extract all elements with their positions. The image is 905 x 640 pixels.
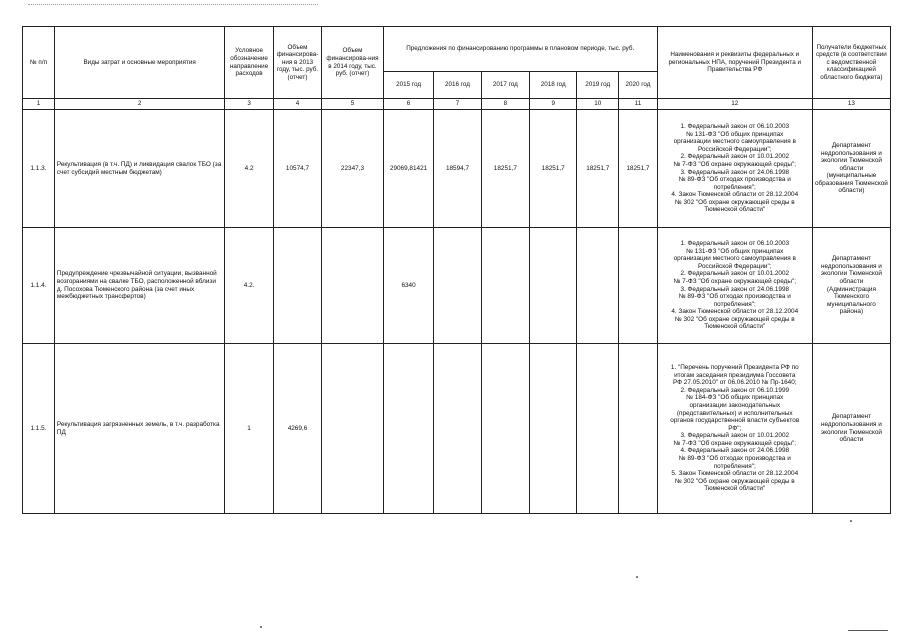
row-y2015: 29069,81421 <box>383 110 434 228</box>
act-line: 4. Федеральный закон от 24.06.1998 <box>680 447 790 455</box>
act-line: 1. Федеральный закон от 06.10.2003 <box>680 239 790 247</box>
row-y2020: 18251,7 <box>619 110 658 228</box>
row-fin2013 <box>273 228 321 344</box>
row-title: Рекультивация загрязненных земель, в т.ч. разработка ПД <box>54 344 225 514</box>
row-acts <box>657 228 812 344</box>
row-y2015: 6340 <box>383 228 434 344</box>
header-year: 2020 год <box>619 72 658 99</box>
row-y2017: 18251,7 <box>481 110 529 228</box>
row-fin2014: 22347,3 <box>322 110 384 228</box>
row-code: 1 <box>225 344 273 514</box>
act-line: 2. Федеральный закон от 10.01.2002 <box>680 270 790 278</box>
act-line: организации местного самоуправления в <box>673 138 796 146</box>
row-y2018 <box>530 228 577 344</box>
column-number: 11 <box>619 99 658 110</box>
act-line: № 131-ФЗ "Об общих принципах <box>686 130 784 138</box>
act-line: Тюменской области" <box>704 485 766 493</box>
header-types: Виды затрат и основные мероприятия <box>54 27 225 99</box>
row-fin2013: 10574,7 <box>273 110 321 228</box>
header-acts: Наименования и реквизиты федеральных и региональных НПА, поручений Президента и Правительства РФ <box>657 27 812 99</box>
row-y2019: 18251,7 <box>577 110 619 228</box>
act-line: № 302 "Об охране окружающей среды в <box>674 477 795 485</box>
act-line: № 302 "Об охране окружающей среды в <box>674 198 795 206</box>
scan-speck <box>848 630 888 631</box>
row-title: Предупреждение чрезвычайной ситуации, вызванной возгораниями на свалке ТБО, расположенной вблизи д. Посохова Тюменского района (за счет иных межбюджетных трансфертов) <box>54 228 225 344</box>
row-code: 4.2. <box>225 228 273 344</box>
row-y2018 <box>530 344 577 514</box>
act-line: Тюменской области" <box>704 323 766 331</box>
row-y2017 <box>481 228 529 344</box>
row-recipient: Департамент недропользования и экологии Тюменской области (Администрация Тюменского муниципального района) <box>812 228 890 344</box>
row-y2020 <box>619 344 658 514</box>
row-y2019 <box>577 344 619 514</box>
header-row-main <box>23 27 891 72</box>
act-line: 3. Федеральный закон от 24.06.1998 <box>680 285 790 293</box>
row-y2016 <box>434 344 481 514</box>
row-fin2013: 4269,6 <box>273 344 321 514</box>
act-line: Тюменской области" <box>704 206 766 214</box>
row-title: Рекультивация (в т.ч. ПД) и ликвидация свалок ТБО (за счет субсидий местным бюджетам) <box>54 110 225 228</box>
column-number: 3 <box>225 99 273 110</box>
act-line: № 7-ФЗ "Об охране окружающей среды"; <box>673 439 796 447</box>
act-line: (представительных) и исполнительных <box>676 409 793 417</box>
act-line: организации законодательных <box>689 401 781 409</box>
row-fin2014 <box>322 228 384 344</box>
column-number: 9 <box>530 99 577 110</box>
header-year: 2018 год <box>530 72 577 99</box>
act-line: РФ 27.05.2010" от 06.06.2010 № Пр-1640; <box>672 379 797 387</box>
act-line: 3. Федеральный закон от 24.06.1998 <box>680 168 790 176</box>
column-number: 8 <box>481 99 529 110</box>
act-line: итогам заседания президиума Госсовета <box>674 371 796 379</box>
act-line: № 89-ФЗ "Об отходах производства и <box>678 293 791 301</box>
row-num: 1.1.3. <box>23 110 55 228</box>
row-y2020 <box>619 228 658 344</box>
scan-speck <box>636 576 638 578</box>
scan-speck <box>260 626 262 628</box>
act-line: 2. Федеральный закон от 10.01.2002 <box>680 153 790 161</box>
row-num: 1.1.5. <box>23 344 55 514</box>
act-line: 1. "Перечень поручений Президента РФ по <box>670 363 799 371</box>
row-acts <box>657 110 812 228</box>
column-number: 2 <box>54 99 225 110</box>
row-num: 1.1.4. <box>23 228 55 344</box>
row-y2018: 18251,7 <box>530 110 577 228</box>
row-recipient: Департамент недропользования и экологии Тюменской области <box>812 344 890 514</box>
header-fin2014: Объем финансирова-ния в 2014 году, тыс. руб. (отчет) <box>322 27 384 99</box>
act-line: № 7-ФЗ "Об охране окружающей среды"; <box>673 160 796 168</box>
financing-table <box>22 26 891 514</box>
header-code: Условное обозначение направление расходов <box>225 27 273 99</box>
top-margin-line <box>28 4 318 6</box>
column-number: 10 <box>577 99 619 110</box>
header-recipients: Получатели бюджетных средств (в соответствии с ведомственной классификацией областного бюджета) <box>812 27 890 99</box>
row-code: 4.2 <box>225 110 273 228</box>
row-fin2014 <box>322 344 384 514</box>
column-number: 13 <box>812 99 890 110</box>
header-year: 2017 год <box>481 72 529 99</box>
act-line: 5. Закон Тюменской области от 28.12.2004 <box>671 470 799 478</box>
act-line: организации местного самоуправления в <box>673 255 796 263</box>
column-number: 4 <box>273 99 321 110</box>
header-year: 2019 год <box>577 72 619 99</box>
header-fin2013: Объем финансирова-ния в 2013 году, тыс. руб. (отчет) <box>273 27 321 99</box>
act-line: РФ"; <box>728 424 742 432</box>
table-row <box>23 228 891 344</box>
column-number: 12 <box>657 99 812 110</box>
act-line: 2. Федеральный закон от 06.10.1999 <box>680 386 790 394</box>
table-row <box>23 344 891 514</box>
act-line: 1. Федеральный закон от 06.10.2003 <box>680 122 790 130</box>
act-line: № 89-ФЗ "Об отходах производства и <box>678 176 791 184</box>
act-line: 4. Закон Тюменской области от 28.12.2004 <box>671 191 799 199</box>
column-number: 6 <box>383 99 434 110</box>
act-line: потребления"; <box>713 462 756 470</box>
act-line: потребления"; <box>713 300 756 308</box>
row-y2017 <box>481 344 529 514</box>
header-year: 2015 год <box>383 72 434 99</box>
row-y2015 <box>383 344 434 514</box>
act-line: № 302 "Об охране окружающей среды в <box>674 315 795 323</box>
header-num: № п/п <box>23 27 55 99</box>
act-line: 4. Закон Тюменской области от 28.12.2004 <box>671 308 799 316</box>
row-recipient: Департамент недропользования и экологии Тюменской области (муниципальные образования Тюменской области) <box>812 110 890 228</box>
act-line: 3. Федеральный закон от 10.01.2002 <box>680 432 790 440</box>
column-number-row <box>23 99 891 110</box>
column-number: 5 <box>322 99 384 110</box>
act-line: № 184-ФЗ "Об общих принципах <box>686 394 784 402</box>
row-y2016 <box>434 228 481 344</box>
row-y2019 <box>577 228 619 344</box>
scan-speck <box>850 520 852 522</box>
act-line: Российской Федерации"; <box>697 145 772 153</box>
header-proposals: Предложения по финансированию программы в плановом периоде, тыс. руб. <box>383 27 657 72</box>
row-acts <box>657 344 812 514</box>
row-y2016: 18594,7 <box>434 110 481 228</box>
table-row <box>23 110 891 228</box>
column-number: 1 <box>23 99 55 110</box>
column-number: 7 <box>434 99 481 110</box>
act-line: органов государственной власти субъектов <box>670 417 800 425</box>
act-line: № 131-ФЗ "Об общих принципах <box>686 247 784 255</box>
act-line: № 89-ФЗ "Об отходах производства и <box>678 455 791 463</box>
act-line: № 7-ФЗ "Об охране окружающей среды"; <box>673 277 796 285</box>
act-line: Российской Федерации"; <box>697 262 772 270</box>
header-year: 2016 год <box>434 72 481 99</box>
act-line: потребления"; <box>713 183 756 191</box>
